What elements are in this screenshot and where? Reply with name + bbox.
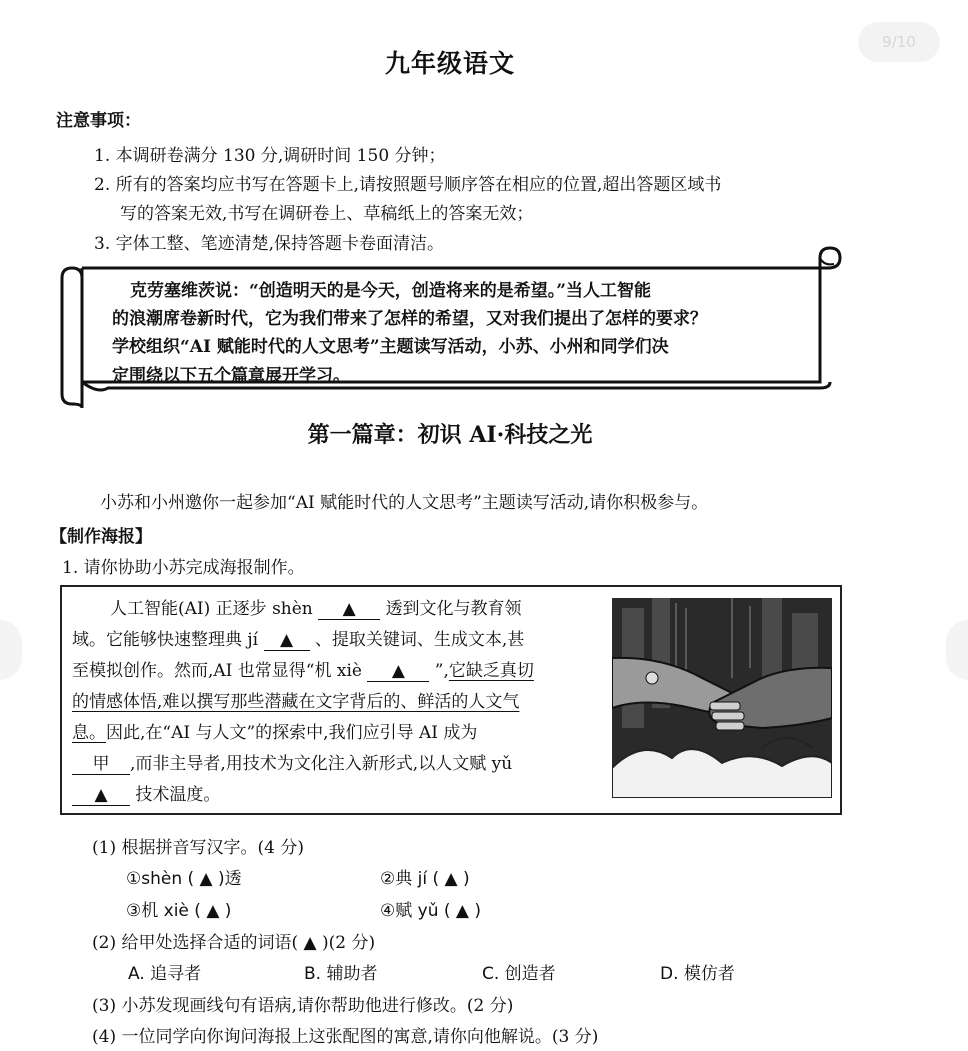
scroll-text-line: 的浪潮席卷新时代，它为我们带来了怎样的希望，又对我们提出了怎样的要求？	[112, 309, 707, 329]
page-indicator: 9/10	[858, 22, 940, 62]
page-title: 九年级语文	[384, 49, 515, 78]
scroll-text-line: 定围绕以下五个篇章展开学习。	[112, 366, 350, 386]
blank-shen: ▲	[318, 599, 380, 620]
scroll-text-line: 克劳塞维茨说：“创造明天的是今天，创造将来的是希望。”当人工智能	[130, 281, 652, 301]
option-a: A. 追寻者	[128, 964, 202, 984]
poster-line: 甲 ,而非主导者,用技术为文化注入新形式,以人文赋 yǔ	[72, 751, 512, 777]
sub-question-1-item: ①shèn ( ▲ )透	[126, 869, 242, 889]
scroll-text-line: 学校组织“AI 赋能时代的人文思考”主题读写活动，小苏、小州和同学们决	[112, 337, 669, 357]
question-1: 1. 请你协助小苏完成海报制作。	[62, 558, 305, 578]
sub-question-1-item: ②典 jí ( ▲ )	[380, 869, 470, 889]
sub-question-2: (2) 给甲处选择合适的词语( ▲ )(2 分)	[92, 933, 376, 953]
notice-item: 2. 所有的答案均应书写在答题卡上,请按照题号顺序答在相应的位置,超出答题区域书	[94, 175, 722, 195]
poster-line: 息。因此,在“AI 与人文”的探索中,我们应引导 AI 成为	[72, 723, 478, 743]
blank-yu: ▲	[72, 785, 130, 806]
notice-item: 3. 字体工整、笔迹清楚,保持答题卡卷面清洁。	[94, 234, 445, 254]
sub-question-1-item: ③机 xiè ( ▲ )	[126, 901, 232, 921]
notice-item: 1. 本调研卷满分 130 分,调研时间 150 分钟；	[94, 146, 446, 166]
option-c: C. 创造者	[482, 964, 556, 984]
sub-question-1: (1) 根据拼音写汉字。(4 分)	[92, 838, 304, 858]
chapter-title: 第一篇章：初识 AI·科技之光	[307, 422, 593, 448]
sub-question-3: (3) 小苏发现画线句有语病,请你帮助他进行修改。(2 分)	[92, 996, 514, 1016]
poster-line: ▲ 技术温度。	[72, 782, 220, 808]
blank-xie: ▲	[367, 661, 429, 682]
next-page-button[interactable]	[946, 620, 968, 680]
section-heading: 【制作海报】	[50, 527, 152, 547]
option-d: D. 模仿者	[660, 964, 735, 984]
blank-ji: ▲	[264, 630, 310, 651]
poster-line: 人工智能(AI) 正逐步 shèn ▲ 透到文化与教育领	[110, 599, 522, 619]
notice-heading: 注意事项：	[56, 111, 141, 131]
intro-text: 小苏和小州邀你一起参加“AI 赋能时代的人文思考”主题读写活动,请你积极参与。	[100, 493, 709, 513]
poster-line: 域。它能够快速整理典 jí ▲ 、提取关键词、生成文本,甚	[72, 630, 525, 650]
poster-illustration	[612, 598, 832, 798]
prev-page-button[interactable]	[0, 620, 22, 680]
option-b: B. 辅助者	[304, 964, 378, 984]
poster-line: 至模拟创作。然而,AI 也常显得“机 xiè ▲ ”,它缺乏真切	[72, 661, 534, 681]
blank-jia: 甲	[72, 754, 130, 775]
sub-question-1-item: ④赋 yǔ ( ▲ )	[380, 901, 482, 921]
sub-question-4: (4) 一位同学向你询问海报上这张配图的寓意,请你向他解说。(3 分)	[92, 1027, 599, 1047]
notice-item: 写的答案无效,书写在调研卷上、草稿纸上的答案无效；	[120, 204, 534, 224]
poster-underlined-sentence: 的情感体悟,难以撰写那些潜藏在文字背后的、鲜活的人文气	[72, 692, 520, 712]
